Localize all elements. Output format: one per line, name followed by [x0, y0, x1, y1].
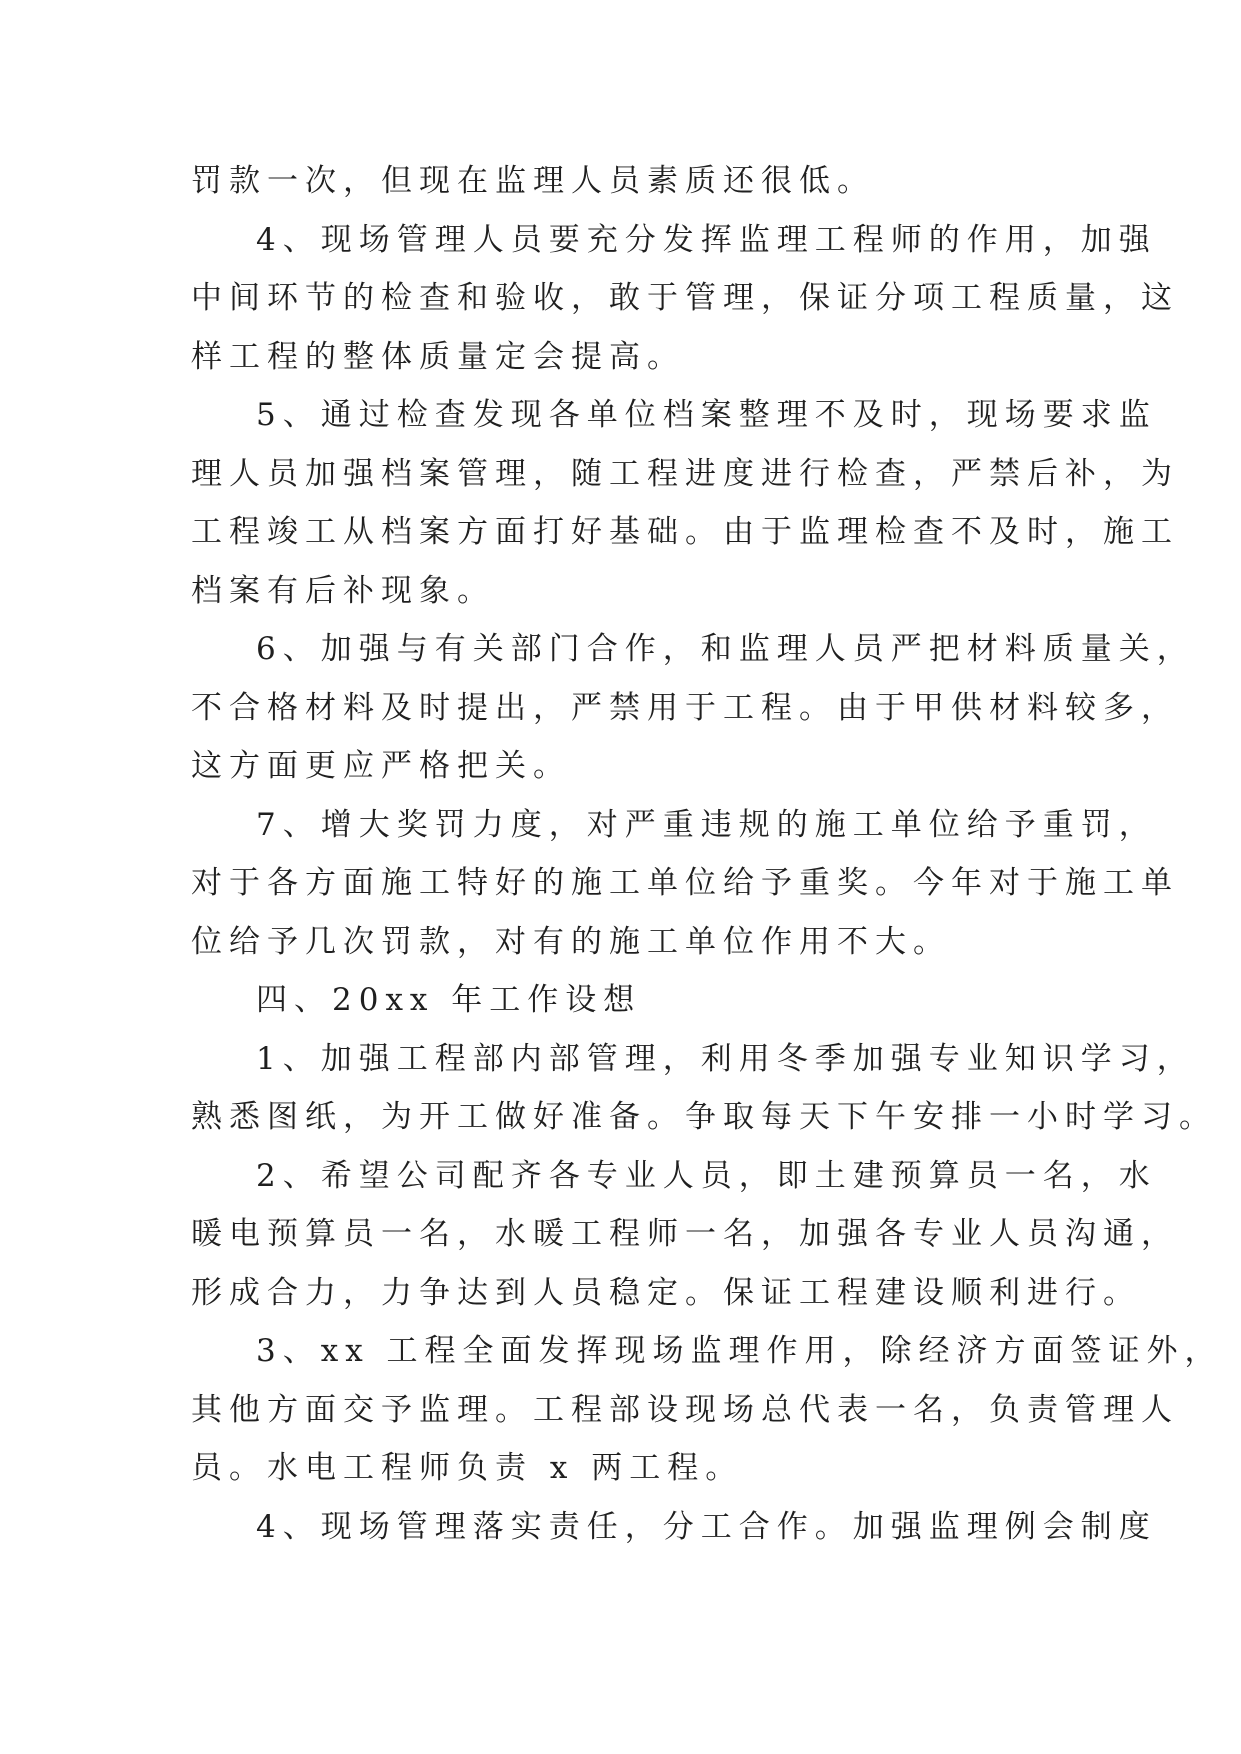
- text-line: 熟悉图纸，为开工做好准备。争取每天下午安排一小时学习。: [191, 1099, 1217, 1135]
- text-line: 2、希望公司配齐各专业人员，即土建预算员一名，水: [256, 1157, 1157, 1194]
- text-line: 不合格材料及时提出，严禁用于工程。由于甲供材料较多，: [191, 689, 1179, 726]
- text-line: 6、加强与有关部门合作，和监理人员严把材料质量关，: [256, 631, 1195, 667]
- text-line: 这方面更应严格把关。: [191, 748, 571, 784]
- text-line: 4、现场管理落实责任，分工合作。加强监理例会制度: [256, 1508, 1157, 1545]
- text-line: 3、xx 工程全面发挥现场监理作用，除经济方面签证外，: [256, 1333, 1223, 1369]
- text-line: 中间环节的检查和验收，敢于管理，保证分项工程质量，这: [191, 280, 1179, 316]
- text-line: 形成合力，力争达到人员稳定。保证工程建设顺利进行。: [191, 1274, 1141, 1311]
- text-line: 四、20xx 年工作设想: [256, 982, 642, 1018]
- text-line: 位给予几次罚款，对有的施工单位作用不大。: [191, 923, 951, 960]
- text-line: 对于各方面施工特好的施工单位给予重奖。今年对于施工单: [191, 865, 1179, 901]
- text-line: 罚款一次，但现在监理人员素质还很低。: [191, 163, 875, 199]
- text-line: 其他方面交予监理。工程部设现场总代表一名，负责管理人: [191, 1391, 1179, 1428]
- text-line: 理人员加强档案管理，随工程进度进行检查，严禁后补，为: [191, 455, 1179, 492]
- text-line: 样工程的整体质量定会提高。: [191, 338, 685, 375]
- text-line: 4、现场管理人员要充分发挥监理工程师的作用，加强: [256, 221, 1157, 258]
- text-line: 7、增大奖罚力度，对严重违规的施工单位给予重罚，: [256, 806, 1157, 843]
- text-line: 1、加强工程部内部管理，利用冬季加强专业知识学习，: [256, 1040, 1195, 1077]
- text-line: 档案有后补现象。: [191, 572, 495, 609]
- text-line: 员。水电工程师负责 x 两工程。: [191, 1450, 744, 1486]
- document-body: [191, 152, 1223, 1556]
- text-line: 暖电预算员一名，水暖工程师一名，加强各专业人员沟通，: [191, 1216, 1179, 1252]
- text-line: 工程竣工从档案方面打好基础。由于监理检查不及时，施工: [191, 514, 1179, 550]
- text-line: 5、通过检查发现各单位档案整理不及时，现场要求监: [256, 397, 1157, 433]
